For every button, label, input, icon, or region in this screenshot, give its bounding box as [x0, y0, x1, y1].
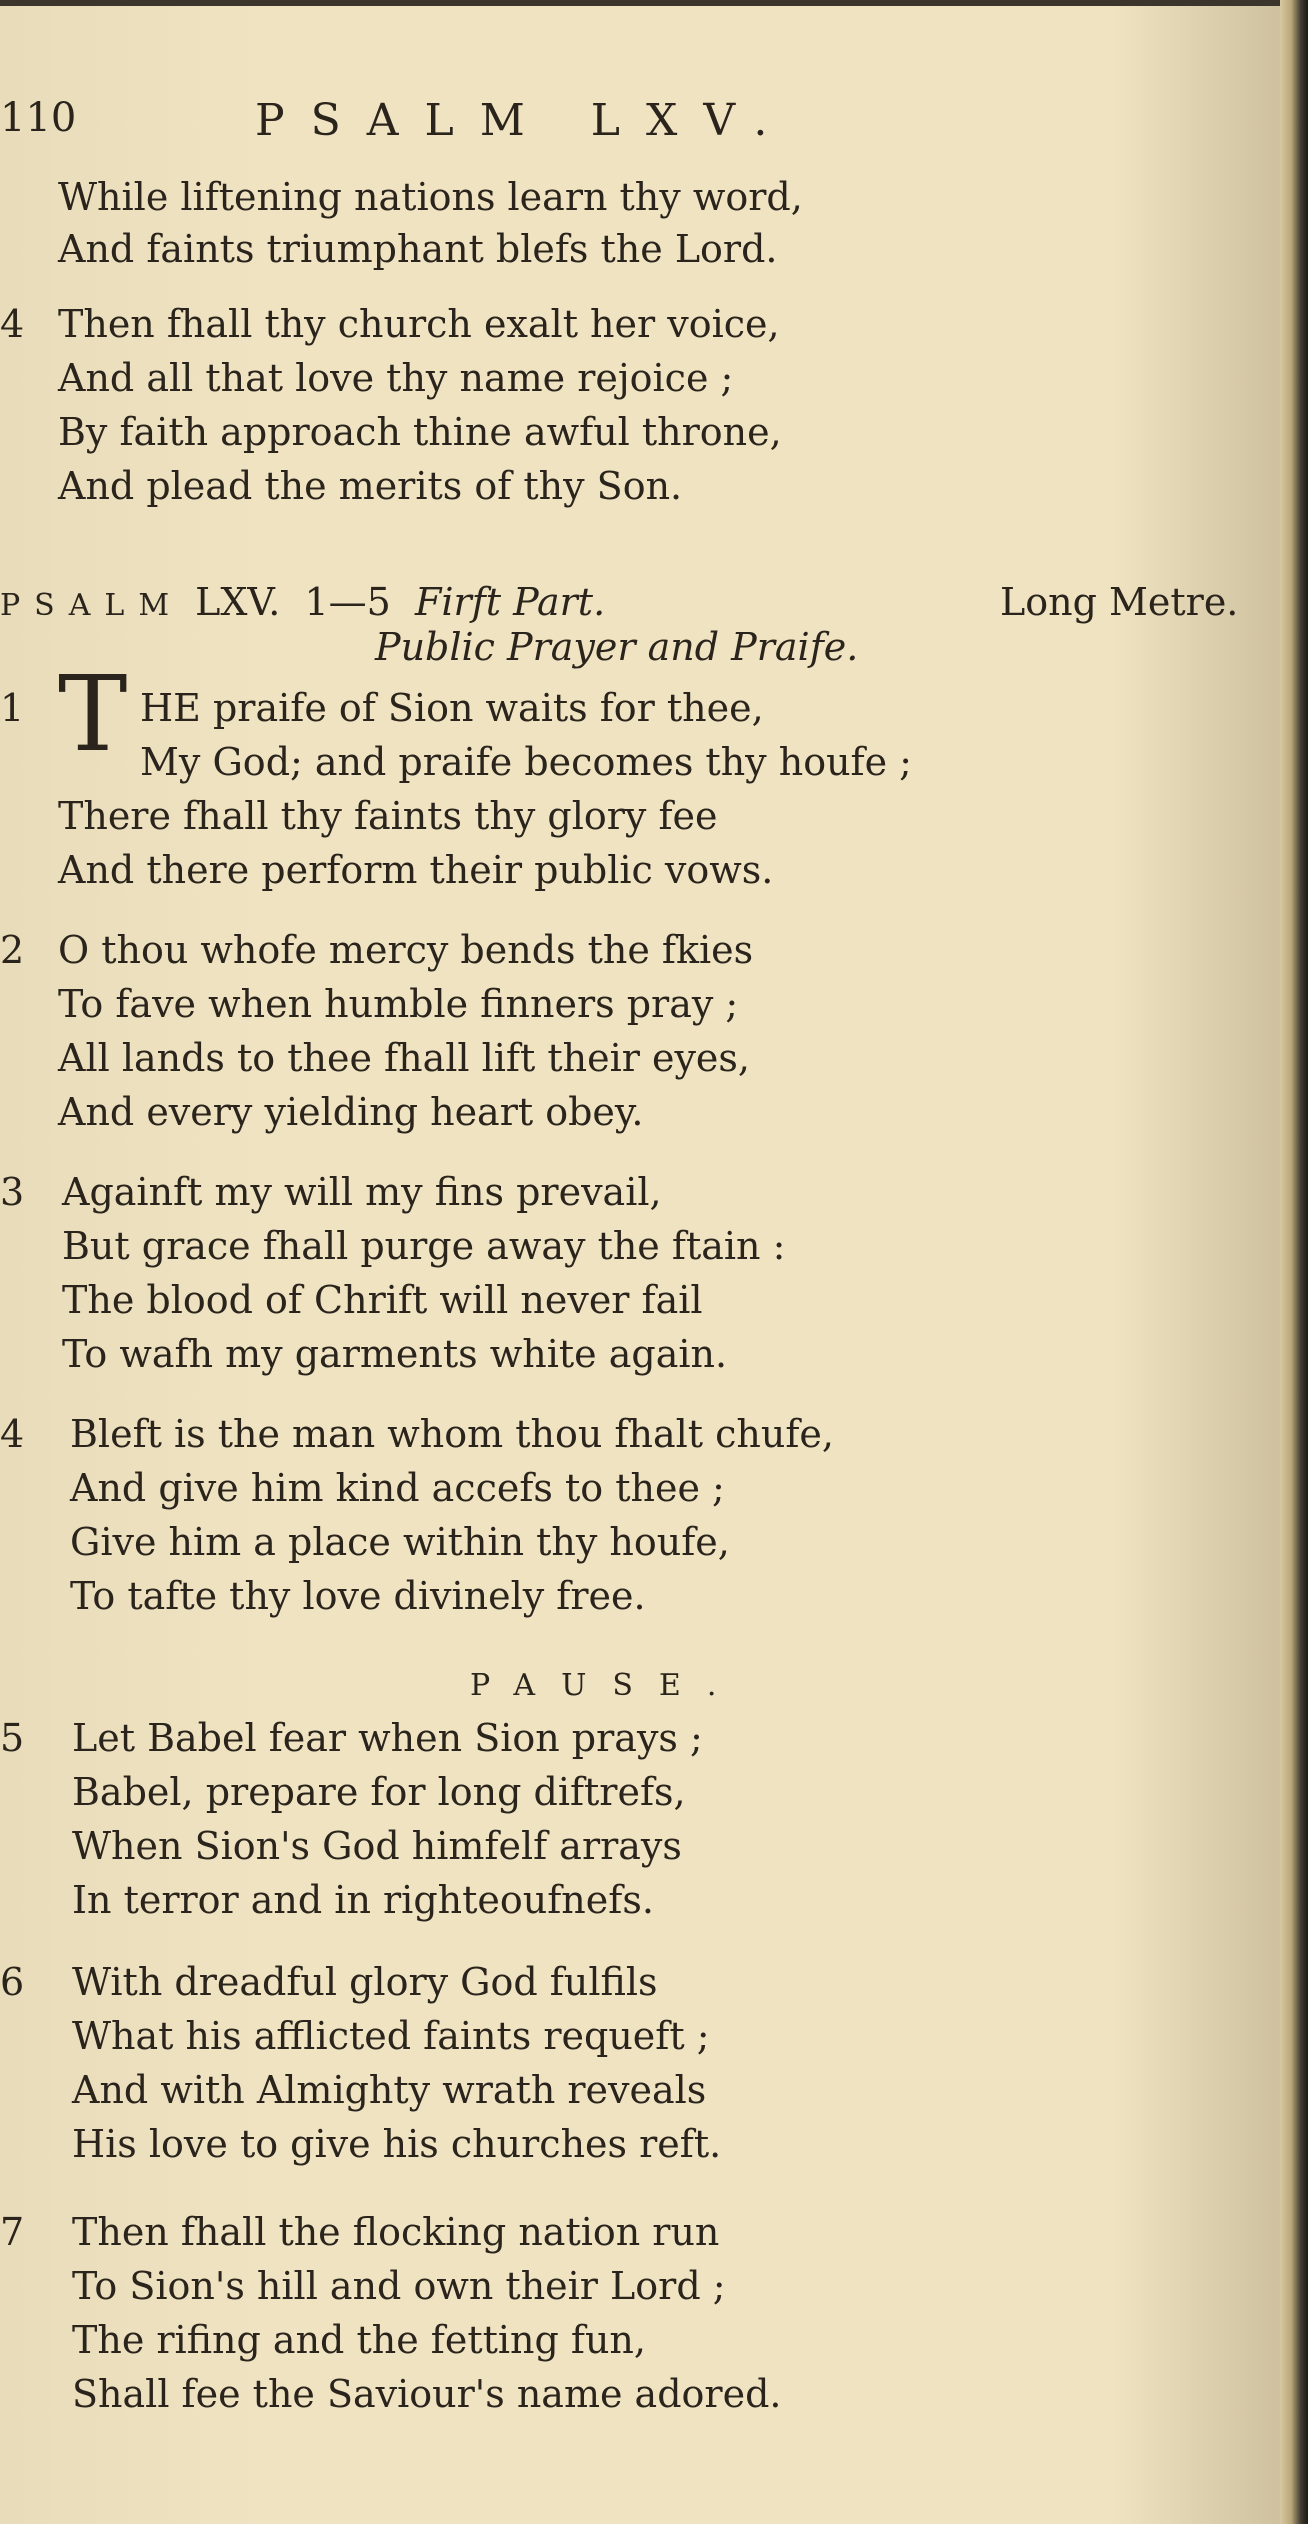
verse-line: When Sion's God himfelf arrays — [72, 1824, 682, 1868]
verse-line: In terror and in righteoufnefs. — [72, 1878, 654, 1922]
verse-line: His love to give his churches reft. — [72, 2122, 722, 2166]
verse-line: O thou whofe mercy bends the fkies — [58, 928, 754, 972]
pause-marker: PAUSE. — [470, 1668, 743, 1703]
verse-line: The blood of Chrift will never fail — [62, 1278, 703, 1322]
verse-line: And give him kind accefs to thee ; — [70, 1466, 725, 1510]
verse-line: To fave when humble finners pray ; — [58, 982, 739, 1026]
verse-line: Then fhall the flocking nation run — [72, 2210, 720, 2254]
psalm-subtitle: Public Prayer and Praife. — [375, 625, 859, 669]
psalm-number: LXV. — [195, 580, 281, 624]
page-header — [0, 95, 1250, 155]
verse-line: And with Almighty wrath reveals — [72, 2068, 707, 2112]
verse-number: 4 — [0, 1412, 25, 1456]
verse-line: And every yielding heart obey. — [58, 1090, 644, 1134]
page-gutter-edge — [1280, 0, 1308, 2524]
running-title: PSALM LXV. — [255, 95, 794, 146]
verse-number: 7 — [0, 2210, 25, 2254]
verse-line: And plead the merits of thy Son. — [58, 464, 683, 508]
psalm-verses: 1—5 — [304, 580, 391, 624]
verse-line: All lands to thee fhall lift their eyes, — [58, 1036, 750, 1080]
verse-line: Give him a place within thy houfe, — [70, 1520, 730, 1564]
verse-line: By faith approach thine awful throne, — [58, 410, 782, 454]
verse-line: With dreadful glory God fulfils — [72, 1960, 658, 2004]
verse-line: To tafte thy love divinely free. — [70, 1574, 646, 1618]
verse-line: To wafh my garments white again. — [62, 1332, 728, 1376]
verse-line: And all that love thy name rejoice ; — [58, 356, 734, 400]
verse-number: 6 — [0, 1960, 25, 2004]
verse-number: 4 — [0, 302, 25, 346]
verse-line: And faints triumphant blefs the Lord. — [58, 227, 778, 271]
page-number: 110 — [0, 95, 77, 141]
verse-line: The rifing and the fetting fun, — [72, 2318, 646, 2362]
psalm-part: Firft Part. — [415, 580, 606, 624]
verse-line: Let Babel fear when Sion prays ; — [72, 1716, 703, 1760]
verse-number: 5 — [0, 1716, 25, 1760]
verse-line: To Sion's hill and own their Lord ; — [72, 2264, 726, 2308]
verse-line: Bleft is the man whom thou fhalt chufe, — [70, 1412, 834, 1456]
verse-line: What his afflicted faints requeft ; — [72, 2014, 710, 2058]
verse-line: Then fhall thy church exalt her voice, — [58, 302, 780, 346]
drop-cap: T — [58, 653, 128, 775]
top-edge — [0, 0, 1308, 6]
verse-line: Babel, prepare for long diftrefs, — [72, 1770, 686, 1814]
psalm-heading — [0, 580, 605, 628]
verse-line: And there perform their public vows. — [58, 848, 774, 892]
verse-line: Shall fee the Saviour's name adored. — [72, 2372, 782, 2416]
verse-line: Againft my will my fins prevail, — [62, 1170, 662, 1214]
verse-line: While liftening nations learn thy word, — [58, 175, 803, 219]
verse-number: 1 — [0, 686, 25, 730]
verse-line: But grace fhall purge away the ftain : — [62, 1224, 786, 1268]
verse-line: HE praife of Sion waits for thee, — [140, 686, 764, 730]
verse-line: My God; and praife becomes thy houfe ; — [140, 740, 912, 784]
psalm-label: PSALM — [0, 588, 184, 623]
verse-number: 2 — [0, 928, 25, 972]
verse-number: 3 — [0, 1170, 25, 1214]
psalm-metre: Long Metre. — [1000, 580, 1239, 624]
verse-line: There fhall thy faints thy glory fee — [58, 794, 718, 838]
